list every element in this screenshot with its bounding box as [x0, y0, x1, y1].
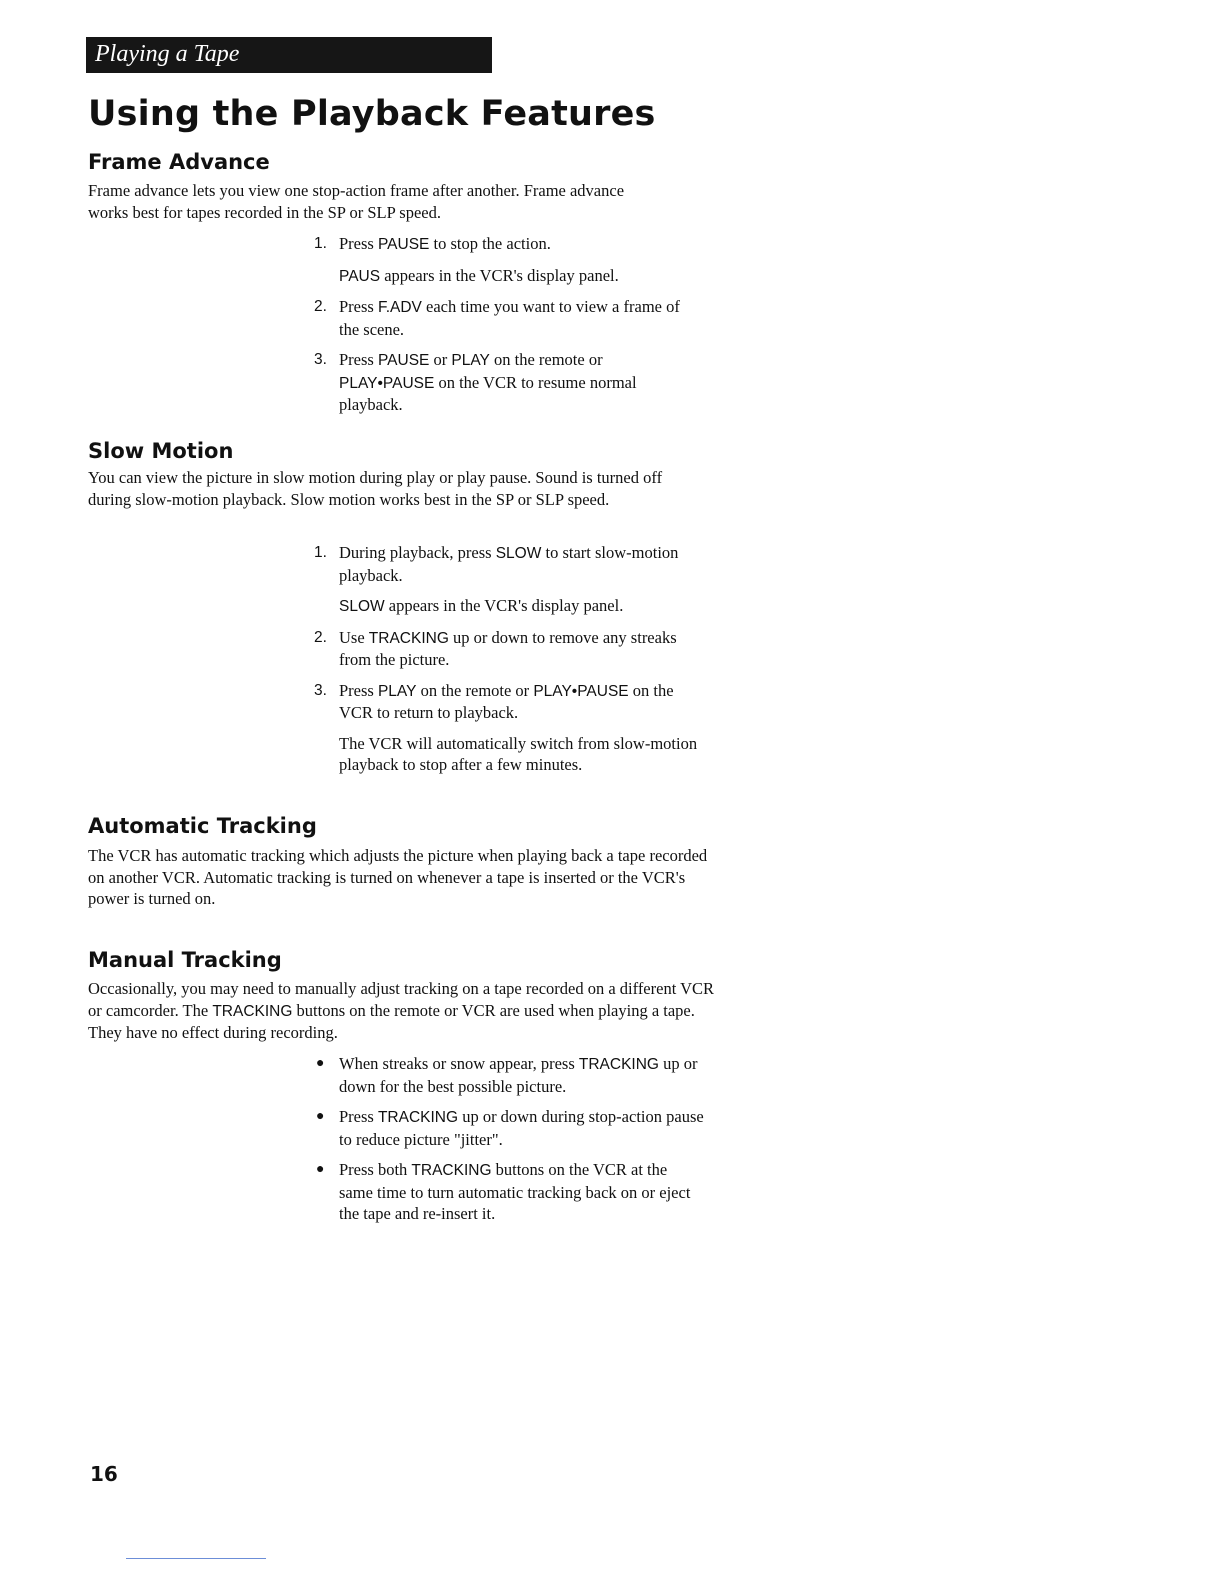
frame-advance-heading: Frame Advance	[88, 150, 270, 174]
step-note: SLOW appears in the VCR's display panel.	[339, 596, 624, 615]
page-number: 16	[90, 1462, 118, 1486]
step-number: 1.	[314, 544, 327, 561]
slow-motion-heading: Slow Motion	[88, 439, 234, 463]
step-number: 2.	[314, 628, 327, 646]
step-number: 3.	[314, 351, 327, 368]
display-text: SLOW	[339, 598, 385, 615]
button-name: TRACKING	[377, 1109, 459, 1126]
list-item: ● Press TRACKING up or down during stop-action pause to reduce picture "jitter".	[316, 1107, 704, 1149]
button-name: F.ADV	[377, 299, 422, 316]
list-item: 1. During playback, press SLOW to start slow-motion playback. SLOW appears in the VCR's display panel.	[314, 542, 699, 618]
slow-motion-intro: You can view the picture in slow motion during play or play pause. Sound is turned off during slow-motion playback. Slow motion works best in the SP or SLP speed.	[88, 468, 663, 509]
list-item: 3. Press PLAY on the remote or PLAY•PAUSE on the VCR to return to playback. The VCR will automatically switch from slow-motion playback to stop after a few minutes.	[314, 680, 698, 774]
automatic-tracking-heading: Automatic Tracking	[88, 814, 317, 838]
bullet-icon: ●	[316, 1056, 325, 1071]
button-name: TRACKING	[368, 629, 449, 647]
section-banner: Playing a Tape	[86, 37, 492, 73]
button-name: PAUSE	[377, 236, 430, 253]
list-item: ● When streaks or snow appear, press TRACKING up or down for the best possible picture.	[316, 1054, 698, 1096]
list-item: ● Press both TRACKING buttons on the VCR at the same time to turn automatic tracking back on or eject the tape and re-insert it.	[316, 1160, 691, 1223]
step-number: 3.	[314, 681, 327, 699]
bullet-icon: ●	[316, 1109, 325, 1124]
button-name: PLAY•PAUSE	[339, 374, 435, 392]
display-text: PAUS	[339, 267, 381, 285]
manual-tracking-body: Occasionally, you may need to manually adjust tracking on a tape recorded on a different VCR or camcorder. The TRACKING buttons on the remote or VCR are used when playing a tape. They have no effect during recording.	[88, 979, 715, 1042]
button-name: TRACKING	[411, 1162, 492, 1179]
button-name: PLAY	[451, 352, 490, 369]
step-note: The VCR will automatically switch from slow-motion playback to stop after a few minutes.	[339, 733, 698, 774]
manual-tracking-bullets	[314, 1053, 704, 1225]
button-name: TRACKING	[578, 1056, 659, 1073]
frame-advance-intro: Frame advance lets you view one stop-action frame after another. Frame advance works best for tapes recorded in the SP or SLP speed.	[88, 181, 625, 222]
page-title: Using the Playback Features	[88, 94, 656, 134]
step-number: 2.	[314, 298, 327, 315]
step-note: PAUS appears in the VCR's display panel.	[339, 265, 619, 285]
list-item: 2. Use TRACKING up or down to remove any streaks from the picture.	[314, 627, 677, 669]
manual-tracking-heading: Manual Tracking	[88, 948, 282, 972]
automatic-tracking-body: The VCR has automatic tracking which adjusts the picture when playing back a tape recorded on another VCR. Automatic tracking is turned on whenever a tape is inserted or the VCR's power is turned on.	[88, 846, 708, 908]
list-item: 2. Press F.ADV each time you want to view a frame of the scene.	[314, 297, 680, 339]
bullet-icon: ●	[316, 1162, 325, 1177]
button-name: PLAY•PAUSE	[533, 682, 629, 700]
frame-advance-steps	[314, 233, 699, 416]
button-name: PAUSE	[377, 352, 430, 369]
list-item: 1. Press PAUSE to stop the action. PAUS appears in the VCR's display panel.	[314, 233, 699, 287]
step-number: 1.	[314, 235, 327, 252]
button-name: TRACKING	[212, 1002, 293, 1020]
slow-motion-steps	[314, 542, 699, 776]
list-item: 3. Press PAUSE or PLAY on the remote or PLAY•PAUSE on the VCR to resume normal playback.	[314, 350, 637, 414]
bottom-rule	[126, 1558, 266, 1559]
button-name: PLAY	[377, 682, 417, 700]
button-name: SLOW	[495, 545, 542, 562]
